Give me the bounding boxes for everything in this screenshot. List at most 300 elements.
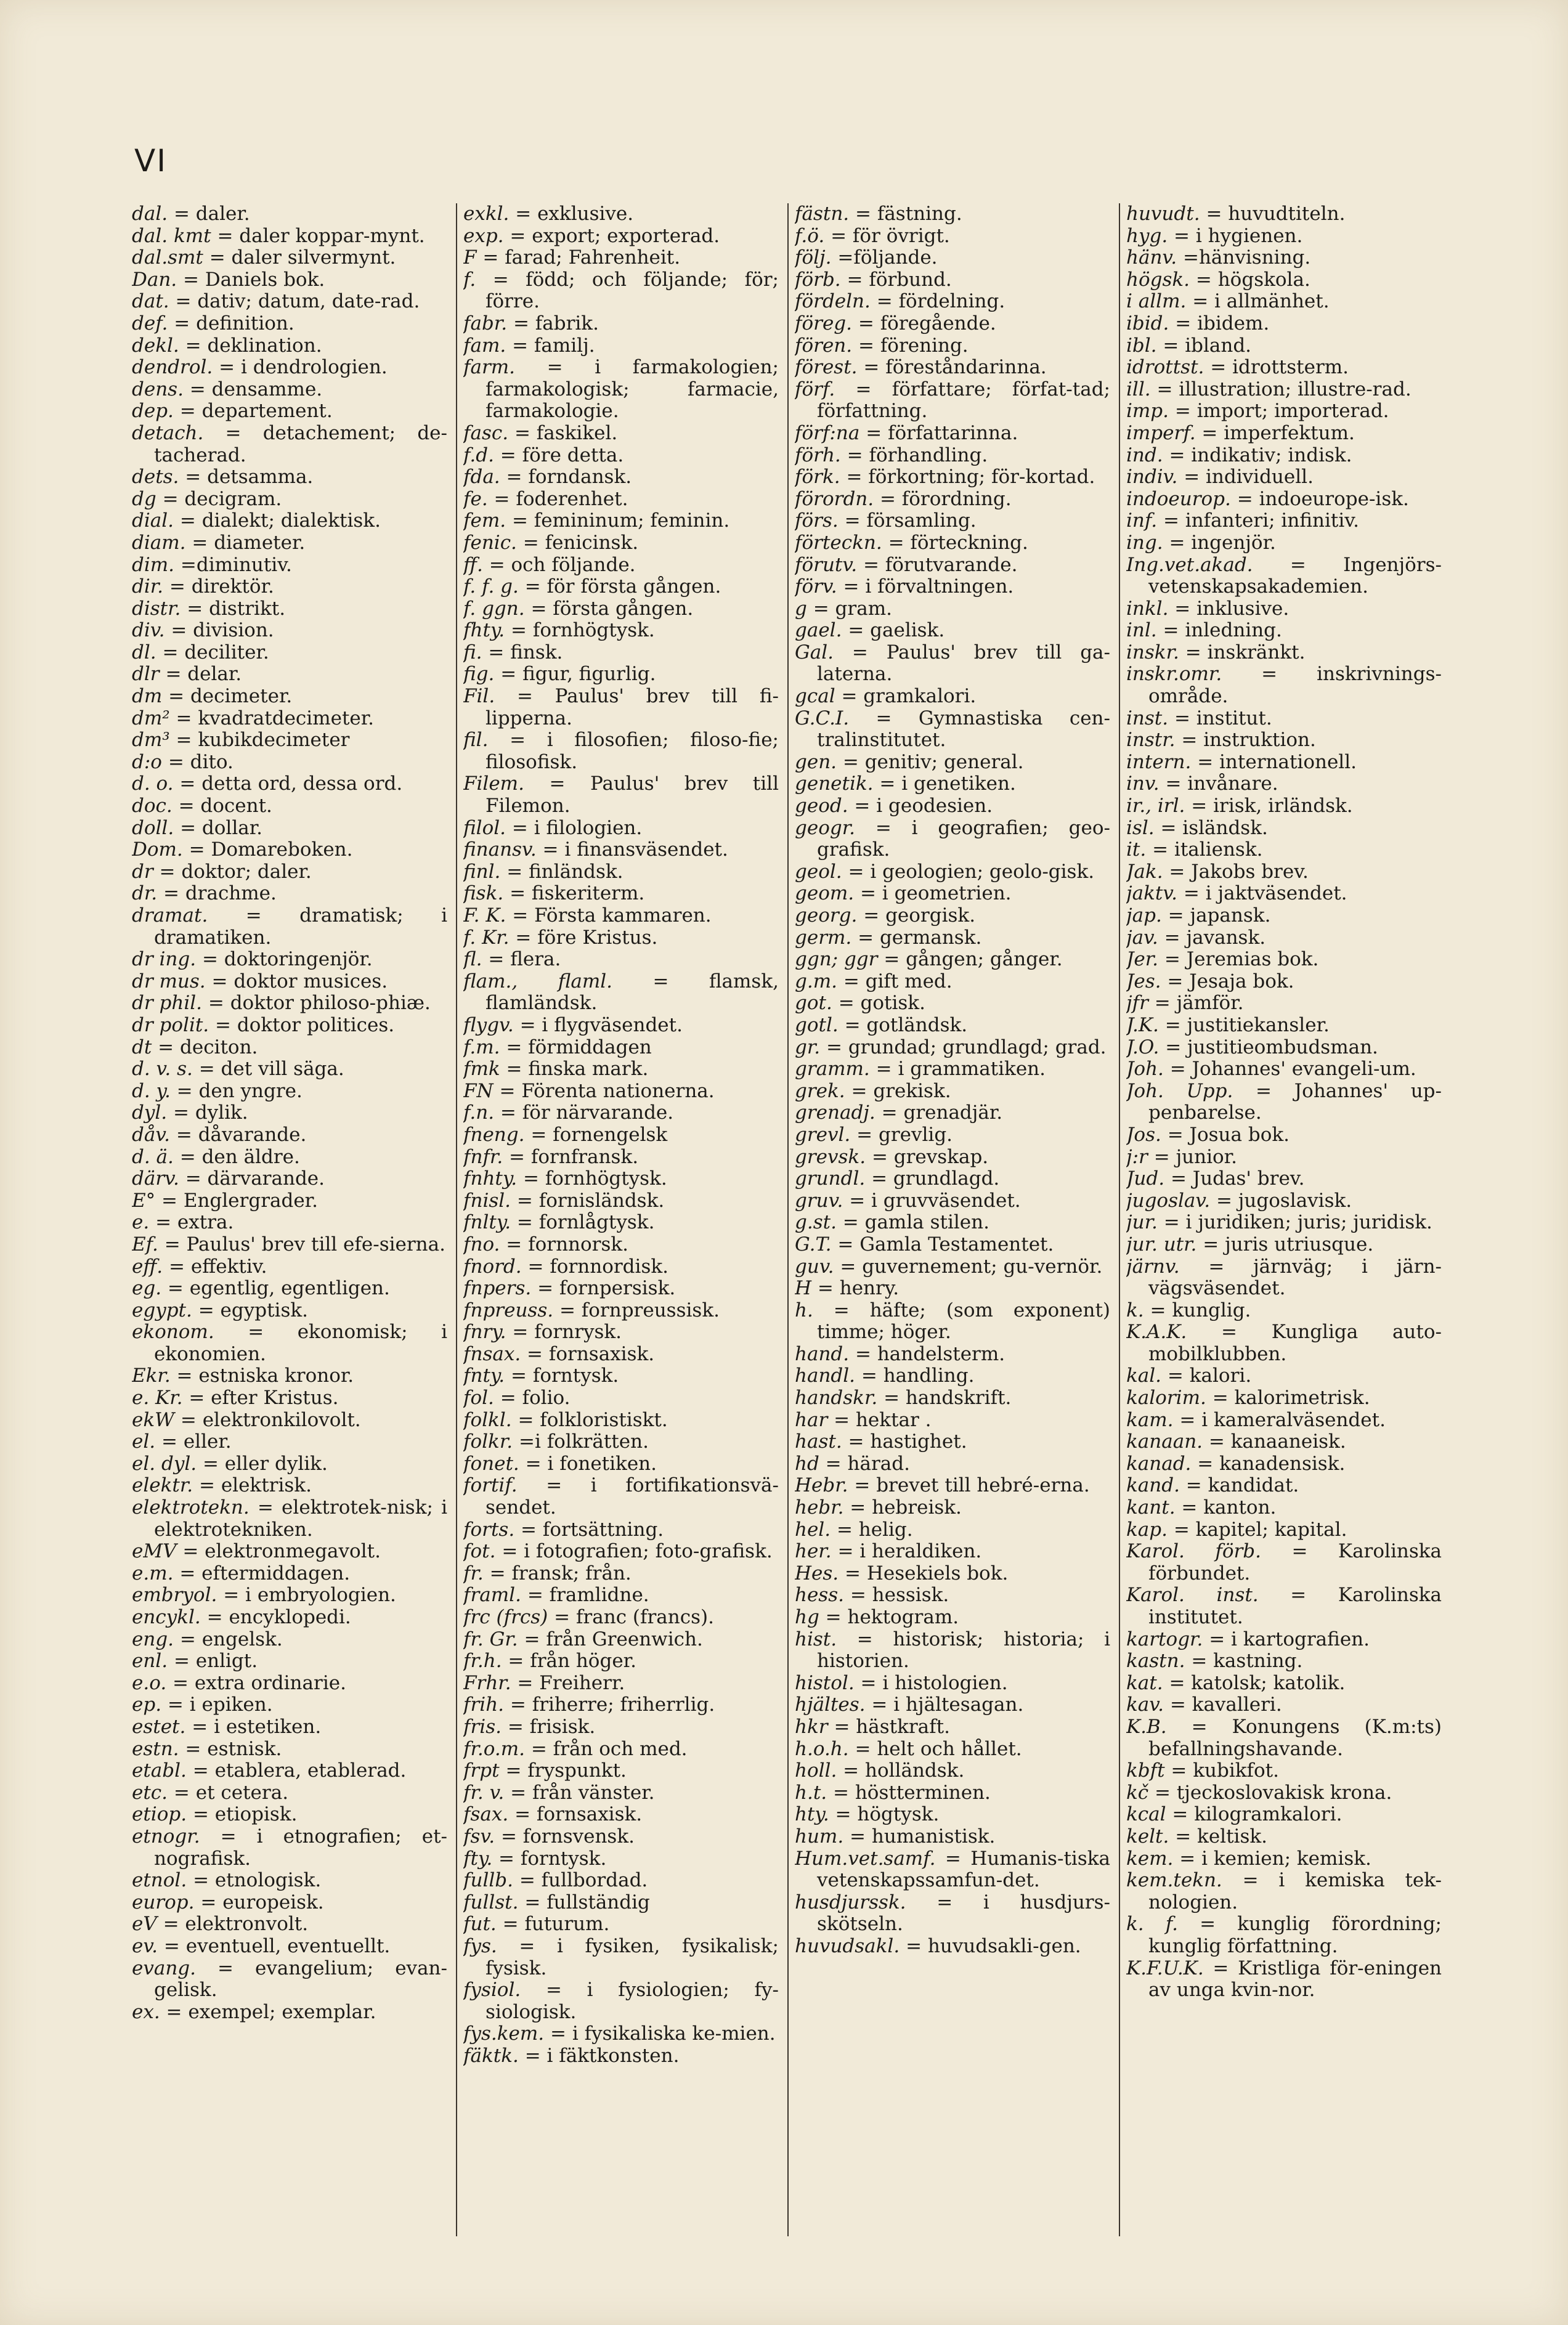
entry-definition: = i flygväsendet.	[519, 1013, 683, 1036]
entry-abbreviation: fonet.	[463, 1452, 519, 1475]
dictionary-entry	[132, 423, 447, 466]
entry-definition: = Domareboken.	[189, 838, 353, 861]
dictionary-entry	[463, 1081, 779, 1103]
dictionary-entry	[463, 905, 779, 927]
entry-definition: = gången; gånger.	[884, 948, 1063, 971]
entry-abbreviation: jugoslav.	[1126, 1189, 1211, 1212]
entry-abbreviation: kal.	[1126, 1365, 1162, 1387]
entry-definition: =hänvisning.	[1182, 246, 1311, 269]
entry-definition: = finsk.	[488, 641, 563, 663]
dictionary-entry	[795, 1541, 1110, 1563]
entry-abbreviation: fortif.	[463, 1474, 518, 1497]
dictionary-entry	[132, 1168, 447, 1190]
entry-abbreviation: def.	[132, 312, 168, 335]
entry-abbreviation: finansv.	[463, 838, 537, 861]
entry-abbreviation: d. v. s.	[132, 1058, 193, 1081]
dictionary-entry	[132, 510, 447, 532]
entry-abbreviation: inskr.	[1126, 641, 1179, 663]
entry-definition: = doktor; daler.	[159, 860, 312, 883]
entry-definition: = i jaktväsendet.	[1183, 882, 1347, 905]
dictionary-entry	[463, 1870, 779, 1892]
entry-definition: = familj.	[512, 334, 595, 357]
dictionary-entry	[795, 1760, 1110, 1782]
entry-abbreviation: gen.	[795, 750, 837, 773]
dictionary-entry	[132, 1453, 447, 1475]
entry-definition: = forndansk.	[506, 466, 632, 489]
entry-definition: = elektronkilovolt.	[180, 1408, 361, 1431]
entry-abbreviation: Ing.vet.akad.	[1126, 553, 1253, 576]
entry-definition: = Hesekiels bok.	[845, 1562, 1009, 1584]
entry-definition: = i geografien; geo-grafisk.	[817, 816, 1110, 861]
entry-definition: = gram.	[813, 597, 892, 620]
entry-definition: = häfte; (som exponent) timme; höger.	[817, 1299, 1110, 1344]
dictionary-entry	[132, 1124, 447, 1146]
entry-abbreviation: el.	[132, 1430, 156, 1453]
dictionary-entry	[132, 466, 447, 489]
entry-definition: = kunglig.	[1150, 1299, 1251, 1321]
entry-definition: = encyklopedi.	[206, 1606, 351, 1628]
dictionary-entry	[1126, 642, 1442, 664]
entry-abbreviation: förordn.	[795, 487, 874, 510]
entry-definition: = femininum; feminin.	[511, 509, 730, 532]
entry-abbreviation: it.	[1126, 838, 1147, 861]
entry-abbreviation: hebr.	[795, 1496, 844, 1519]
dictionary-entry	[132, 1826, 447, 1870]
dictionary-entry	[1126, 729, 1442, 752]
entry-abbreviation: gruv.	[795, 1189, 843, 1212]
entry-definition: = europeisk.	[200, 1891, 324, 1913]
entry-abbreviation: fol.	[463, 1387, 494, 1410]
entry-definition: = i etnografien; et-nografisk.	[154, 1825, 447, 1870]
entry-abbreviation: imperf.	[1126, 421, 1196, 444]
dictionary-entry	[463, 2023, 779, 2045]
entry-abbreviation: Hebr.	[795, 1474, 848, 1497]
entry-abbreviation: d. y.	[132, 1079, 171, 1102]
entry-definition: = ekonomisk; i ekonomien.	[154, 1321, 447, 1365]
entry-abbreviation: Jes.	[1126, 970, 1161, 992]
entry-abbreviation: e.o.	[132, 1671, 167, 1694]
entry-definition: = deciliter.	[162, 641, 269, 663]
dictionary-entry	[795, 1168, 1110, 1190]
entry-abbreviation: h.	[795, 1299, 813, 1321]
dictionary-entry	[795, 554, 1110, 577]
entry-definition: = italiensk.	[1152, 838, 1263, 861]
entry-abbreviation: fe.	[463, 487, 488, 510]
dictionary-entry	[1126, 598, 1442, 620]
entry-abbreviation: eng.	[132, 1628, 174, 1650]
entry-abbreviation: kem.tekn.	[1126, 1869, 1222, 1892]
entry-definition: = i kartografien.	[1209, 1628, 1370, 1650]
column-3	[795, 203, 1110, 2255]
dictionary-entry	[1126, 1124, 1442, 1146]
column-divider	[456, 203, 457, 2236]
dictionary-entry	[132, 752, 447, 774]
entry-definition: = från vänster.	[510, 1781, 655, 1804]
entry-definition: = i estetiken.	[192, 1715, 322, 1738]
dictionary-entry	[795, 883, 1110, 905]
entry-abbreviation: Jud.	[1126, 1167, 1165, 1190]
entry-abbreviation: etabl.	[132, 1759, 187, 1782]
entry-definition: = Gymnastiska cen-tralinstitutet.	[817, 707, 1110, 752]
dictionary-entry	[132, 883, 447, 905]
dictionary-entry	[795, 905, 1110, 927]
entry-definition: = eller.	[161, 1430, 232, 1453]
dictionary-entry	[132, 532, 447, 554]
dictionary-entry	[1126, 1037, 1442, 1059]
entry-abbreviation: fnlty.	[463, 1211, 511, 1234]
dictionary-entry	[463, 247, 779, 269]
entry-definition: = gamla stilen.	[842, 1211, 989, 1234]
dictionary-entry	[132, 1037, 447, 1059]
entry-definition: = fornsvensk.	[500, 1825, 635, 1848]
entry-definition: =diminutiv.	[180, 553, 292, 576]
entry-definition: = jugoslavisk.	[1216, 1189, 1352, 1212]
entry-definition: = fornsaxisk.	[527, 1342, 655, 1365]
dictionary-entry	[132, 269, 447, 291]
dictionary-entry	[1126, 379, 1442, 401]
dictionary-entry	[463, 466, 779, 489]
dictionary-entry	[1126, 357, 1442, 379]
dictionary-entry	[1126, 1081, 1442, 1124]
dictionary-entry	[463, 2045, 779, 2067]
entry-abbreviation: fem.	[463, 509, 506, 532]
entry-abbreviation: fabr.	[463, 312, 508, 335]
entry-abbreviation: Dom.	[132, 838, 183, 861]
entry-abbreviation: fys.	[463, 1934, 497, 1957]
entry-abbreviation: Karol. förb.	[1126, 1540, 1262, 1563]
entry-abbreviation: handskr.	[795, 1387, 878, 1410]
entry-definition: = fortsättning.	[521, 1518, 664, 1541]
dictionary-entry	[132, 1584, 447, 1607]
entry-definition: = högskola.	[1195, 268, 1310, 291]
entry-abbreviation: inf.	[1126, 509, 1158, 532]
dictionary-entry	[132, 1739, 447, 1761]
dictionary-entry	[132, 1607, 447, 1629]
entry-abbreviation: europ.	[132, 1891, 195, 1913]
entry-abbreviation: grevsk.	[795, 1145, 866, 1168]
entry-abbreviation: järnv.	[1126, 1255, 1180, 1278]
dictionary-entry	[795, 1300, 1110, 1344]
dictionary-entry	[463, 598, 779, 620]
entry-definition: = i farmakologien; farmakologisk; farmacie, farmakologie.	[485, 356, 779, 423]
entry-definition: = Karolinska förbundet.	[1148, 1540, 1442, 1584]
dictionary-entry	[463, 971, 779, 1015]
entry-definition: = grundlagd.	[871, 1167, 1000, 1190]
entry-definition: = irisk, irländsk.	[1191, 795, 1353, 818]
entry-definition: = gramkalori.	[841, 685, 977, 708]
entry-abbreviation: förk.	[795, 466, 840, 489]
entry-definition: = etiopisk.	[192, 1803, 298, 1826]
entry-abbreviation: fnord.	[463, 1255, 522, 1278]
dictionary-entry	[795, 795, 1110, 818]
entry-definition: = Förenta nationerna.	[499, 1079, 715, 1102]
entry-definition: = förhandling.	[847, 444, 988, 466]
entry-definition: = i kemiska tek-nologien.	[1148, 1869, 1442, 1913]
dictionary-entry	[795, 861, 1110, 883]
dictionary-entry	[1126, 313, 1442, 335]
entry-definition: = eftermiddagen.	[179, 1562, 351, 1584]
dictionary-entry	[1126, 818, 1442, 840]
entry-definition: = guvernement; gu-vernör.	[840, 1255, 1103, 1278]
entry-abbreviation: jav.	[1126, 926, 1158, 949]
entry-abbreviation: kč	[1126, 1781, 1149, 1804]
entry-definition: = idrottsterm.	[1210, 356, 1349, 379]
dictionary-entry	[463, 313, 779, 335]
dictionary-entry	[795, 620, 1110, 642]
dictionary-entry	[1126, 839, 1442, 861]
entry-abbreviation: hess.	[795, 1584, 844, 1607]
entry-abbreviation: hyg.	[1126, 224, 1168, 247]
entry-abbreviation: fästn.	[795, 203, 850, 225]
entry-abbreviation: i allm.	[1126, 290, 1187, 313]
entry-abbreviation: kanad.	[1126, 1452, 1192, 1475]
entry-abbreviation: embryol.	[132, 1584, 217, 1607]
entry-abbreviation: fnry.	[463, 1321, 506, 1344]
dictionary-entry	[1126, 1015, 1442, 1037]
entry-definition: = Första kammaren.	[512, 904, 712, 927]
entry-abbreviation: hkr	[795, 1715, 828, 1738]
entry-definition: = grevlig.	[856, 1123, 953, 1146]
entry-definition: = densamme.	[189, 378, 323, 400]
entry-definition: = fornfransk.	[509, 1145, 639, 1168]
entry-abbreviation: inv.	[1126, 773, 1160, 795]
entry-abbreviation: kanaan.	[1126, 1430, 1203, 1453]
entry-abbreviation: ggn; ggr	[795, 948, 878, 971]
entry-definition: = folkloristiskt.	[518, 1408, 668, 1431]
entry-abbreviation: fmk	[463, 1058, 500, 1081]
entry-definition: = institut.	[1174, 707, 1272, 729]
dictionary-entry	[1126, 795, 1442, 818]
entry-abbreviation: dyl.	[132, 1102, 168, 1124]
entry-definition: = infanteri; infinitiv.	[1163, 509, 1359, 532]
entry-definition: = i husdjurs-skötseln.	[817, 1891, 1110, 1936]
entry-definition: = et cetera.	[173, 1781, 289, 1804]
dictionary-entry	[1126, 905, 1442, 927]
entry-definition: = i grammatiken.	[875, 1058, 1046, 1081]
entry-definition: = instruktion.	[1181, 729, 1316, 752]
entry-abbreviation: grevl.	[795, 1123, 851, 1146]
entry-definition: = gotisk.	[838, 992, 925, 1015]
entry-definition: = i fysiken, fysikalisk; fysisk.	[485, 1934, 779, 1979]
dictionary-entry	[463, 1146, 779, 1169]
entry-definition: = Daniels bok.	[183, 268, 325, 291]
dictionary-entry	[463, 949, 779, 971]
entry-definition: = etablera, etablerad.	[192, 1759, 407, 1782]
dictionary-entry	[795, 335, 1110, 357]
dictionary-entry	[132, 642, 447, 664]
entry-definition: = Jeremias bok.	[1164, 948, 1319, 971]
entry-abbreviation: guv.	[795, 1255, 834, 1278]
entry-abbreviation: ep.	[132, 1694, 162, 1716]
entry-abbreviation: germ.	[795, 926, 852, 949]
entry-definition: = eventuell, eventuellt.	[163, 1934, 391, 1957]
entry-abbreviation: förest.	[795, 356, 858, 379]
dictionary-entry	[463, 1102, 779, 1124]
entry-abbreviation: dt	[132, 1036, 152, 1058]
dictionary-entry	[1126, 1584, 1442, 1628]
entry-abbreviation: elektrotekn.	[132, 1496, 250, 1519]
entry-definition: = i geodesien.	[854, 795, 993, 818]
dictionary-entry	[463, 1519, 779, 1541]
entry-abbreviation: Jak.	[1126, 860, 1163, 883]
entry-definition: = deciton.	[158, 1036, 258, 1058]
entry-definition: = fryspunkt.	[505, 1759, 627, 1782]
entry-definition: = doktor politices.	[215, 1013, 395, 1036]
dictionary-entry	[795, 1058, 1110, 1081]
entry-abbreviation: gramm.	[795, 1058, 870, 1081]
dictionary-entry	[1126, 1848, 1442, 1870]
dictionary-entry	[463, 620, 779, 642]
dictionary-entry	[132, 1892, 447, 1914]
entry-abbreviation: got.	[795, 992, 832, 1015]
entry-abbreviation: dim.	[132, 553, 175, 576]
dictionary-entry	[132, 1387, 447, 1410]
entry-definition: = detsamma.	[185, 466, 314, 489]
dictionary-entry	[463, 423, 779, 445]
entry-definition: = före Kristus.	[515, 926, 658, 949]
entry-definition: = Englergrader.	[161, 1189, 318, 1212]
entry-definition: =i folkrätten.	[518, 1430, 649, 1453]
entry-abbreviation: högsk.	[1126, 268, 1190, 291]
entry-definition: = Paulus' brev till efe-sierna.	[164, 1233, 445, 1256]
dictionary-entry	[1126, 1190, 1442, 1212]
entry-abbreviation: e.m.	[132, 1562, 174, 1584]
dictionary-entry	[795, 1256, 1110, 1278]
dictionary-entry	[463, 1431, 779, 1453]
entry-abbreviation: gotl.	[795, 1013, 839, 1036]
dictionary-entry	[132, 773, 447, 795]
entry-abbreviation: imp.	[1126, 400, 1169, 423]
entry-definition: = i geometrien.	[859, 882, 1012, 905]
entry-abbreviation: hast.	[795, 1430, 842, 1453]
dictionary-entry	[132, 1058, 447, 1081]
dictionary-entry	[132, 971, 447, 993]
entry-definition: = division.	[171, 619, 274, 642]
entry-definition: = förteckning.	[888, 531, 1028, 554]
entry-definition: = finländsk.	[506, 860, 624, 883]
dictionary-entry	[795, 1278, 1110, 1300]
entry-abbreviation: förh.	[795, 444, 841, 466]
entry-definition: = egyptisk.	[198, 1299, 309, 1321]
entry-abbreviation: dr mus.	[132, 970, 206, 992]
entry-definition: = i filologien.	[511, 816, 643, 839]
entry-abbreviation: dr polit.	[132, 1013, 209, 1036]
dictionary-entry	[795, 1102, 1110, 1124]
entry-definition: = Jakobs brev.	[1169, 860, 1309, 883]
entry-definition: = dollar.	[180, 816, 262, 839]
entry-abbreviation: egypt.	[132, 1299, 192, 1321]
entry-definition: = Kristliga för-eningen av unga kvin-nor.	[1148, 1957, 1442, 2002]
entry-abbreviation: Ef.	[132, 1233, 158, 1256]
entry-definition: = handelsterm.	[855, 1342, 1005, 1365]
entry-definition: = i genetiken.	[879, 773, 1016, 795]
entry-abbreviation: fasc.	[463, 421, 509, 444]
entry-abbreviation: Hum.vet.samf.	[795, 1847, 936, 1870]
dictionary-entry	[1126, 1804, 1442, 1826]
entry-definition: = fördelning.	[876, 290, 1005, 313]
entry-definition: = i epiken.	[167, 1694, 273, 1716]
entry-definition: = enligt.	[173, 1650, 258, 1673]
entry-abbreviation: jur. utr.	[1126, 1233, 1197, 1256]
dictionary-entry	[795, 1431, 1110, 1453]
entry-abbreviation: d:o	[132, 750, 162, 773]
dictionary-entry	[132, 357, 447, 379]
dictionary-entry	[1126, 400, 1442, 423]
dictionary-entry	[795, 1673, 1110, 1695]
entry-definition: = grevskap.	[871, 1145, 989, 1168]
entry-definition: = evangelium; evan-gelisk.	[154, 1957, 447, 2002]
entry-definition: = huvudtiteln.	[1206, 203, 1346, 225]
entry-definition: = finska mark.	[506, 1058, 649, 1081]
entry-definition: = distrikt.	[187, 597, 286, 620]
dictionary-entry	[1126, 773, 1442, 795]
entry-definition: = etnologisk.	[193, 1869, 322, 1892]
entry-definition: = definition.	[174, 312, 295, 335]
entry-abbreviation: exkl.	[463, 203, 510, 225]
dictionary-entry	[795, 313, 1110, 335]
entry-definition: = hästkraft.	[834, 1715, 950, 1738]
entry-abbreviation: fr.	[463, 1562, 484, 1584]
entry-definition: = individuell.	[1184, 466, 1314, 489]
entry-abbreviation: hel.	[795, 1518, 831, 1541]
entry-abbreviation: hum.	[795, 1825, 844, 1848]
entry-definition: = därvarande.	[185, 1167, 325, 1190]
dictionary-entry	[463, 1168, 779, 1190]
entry-definition: = Josua bok.	[1167, 1123, 1290, 1146]
entry-abbreviation: g	[795, 597, 807, 620]
dictionary-entry	[1126, 532, 1442, 554]
entry-definition: = fiskeriterm.	[510, 882, 645, 905]
dictionary-entry	[795, 1497, 1110, 1519]
entry-abbreviation: dendrol.	[132, 356, 213, 379]
dictionary-entry	[132, 1146, 447, 1169]
entry-abbreviation: fhty.	[463, 619, 505, 642]
dictionary-entry	[463, 1892, 779, 1914]
dictionary-entry	[132, 1190, 447, 1212]
entry-definition: = kandidat.	[1185, 1474, 1299, 1497]
entry-definition: = eller dylik.	[202, 1452, 328, 1475]
dictionary-entry	[463, 1848, 779, 1870]
entry-abbreviation: hänv.	[1126, 246, 1177, 269]
entry-abbreviation: fig.	[463, 663, 495, 686]
dictionary-entry	[463, 357, 779, 423]
dictionary-entry	[795, 269, 1110, 291]
entry-abbreviation: kbft	[1126, 1759, 1165, 1782]
entry-definition: = från och med.	[530, 1737, 688, 1760]
entry-definition: = fornnorsk.	[506, 1233, 629, 1256]
dictionary-entry	[132, 1563, 447, 1585]
entry-abbreviation: kant.	[1126, 1496, 1176, 1519]
entry-definition: = förbund.	[847, 268, 952, 291]
entry-abbreviation: fnty.	[463, 1365, 505, 1387]
dictionary-entry	[463, 1541, 779, 1563]
entry-definition: = i fotografien; foto-grafisk.	[502, 1540, 773, 1563]
entry-abbreviation: geogr.	[795, 816, 855, 839]
entry-definition: = brevet till hebré-erna.	[854, 1474, 1090, 1497]
entry-definition: = indikativ; indisk.	[1169, 444, 1352, 466]
entry-definition: = kanton.	[1181, 1496, 1277, 1519]
dictionary-entry	[132, 1278, 447, 1300]
dictionary-entry	[463, 1344, 779, 1366]
entry-abbreviation: histol.	[795, 1671, 855, 1694]
dictionary-entry	[132, 1804, 447, 1826]
entry-abbreviation: Frhr.	[463, 1671, 511, 1694]
dictionary-entry	[1126, 1256, 1442, 1300]
entry-definition: = deklination.	[185, 334, 322, 357]
entry-abbreviation: holl.	[795, 1759, 837, 1782]
dictionary-entry	[132, 1629, 447, 1651]
dictionary-entry	[132, 598, 447, 620]
